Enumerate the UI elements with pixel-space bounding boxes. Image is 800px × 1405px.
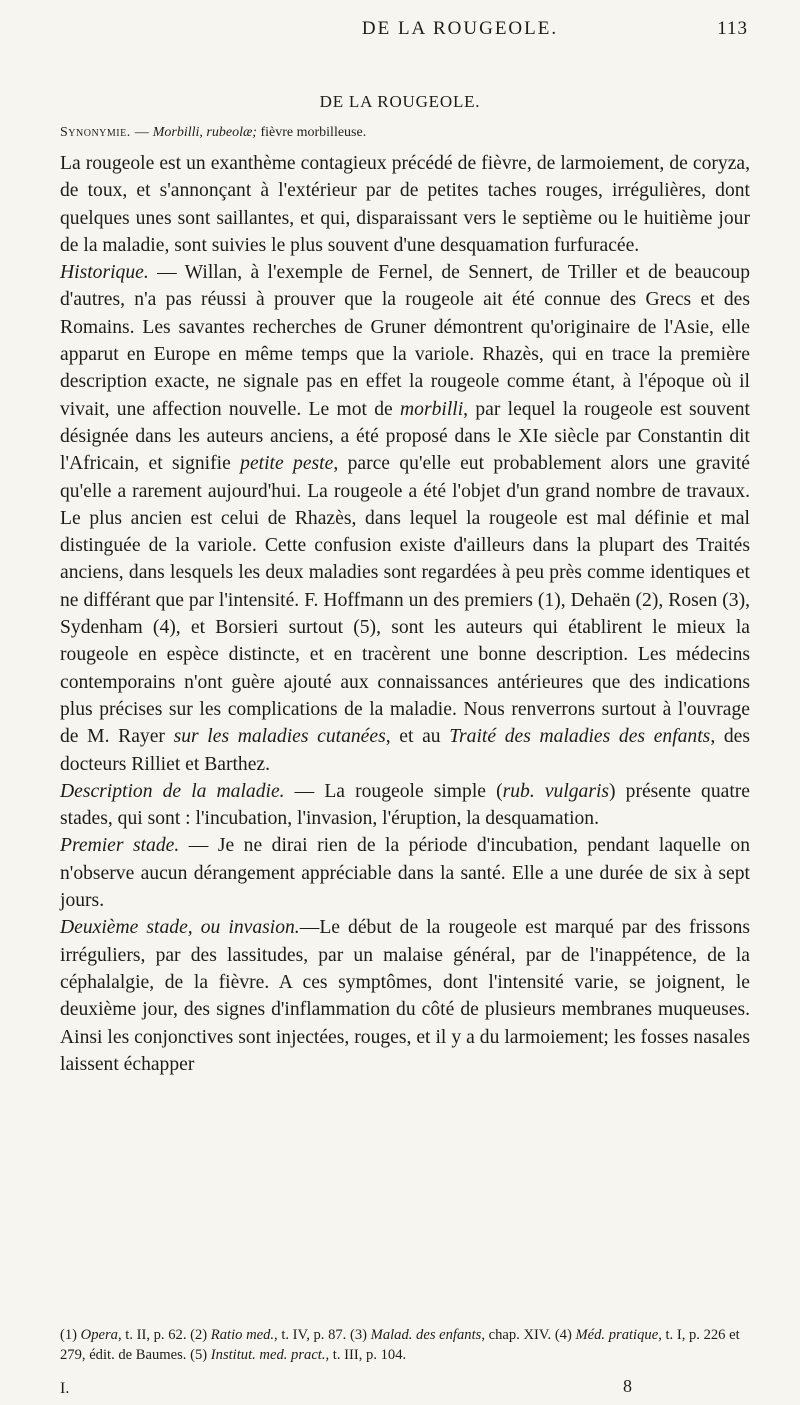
- footnotes: [60, 1325, 750, 1365]
- synonymy-rest: fièvre morbilleuse.: [260, 125, 367, 140]
- historique-term-petite-peste: petite peste: [240, 453, 334, 475]
- footnote-4-title: Méd. pratique: [575, 1327, 659, 1343]
- premier-stade-text: — Je ne dirai rien de la période d'incubation, pendant laquelle on n'observe aucun dérangement appréciable dans la santé. Elle a une durée de six à sept jours.: [60, 835, 751, 912]
- description-text-2: ) présente quatre stades, qui sont : l'incubation, l'invasion, l'éruption, la desquamation.: [60, 780, 750, 830]
- historique-text-4: , parce qu'elle eut probablement alors une gravité qu'elle a rarement aujourd'hui. La rougeole a été l'objet d'un grand nombre de travaux. Le plus ancien est celui de Rhazès, dans lequel la rougeole est mal définie et mal distinguée de la variole. Cette confusion existe d'ailleurs dans la plupart des Traités anciens, dans lesquels les deux maladies sont regardées à peu près comme identiques et ne différant que par l'intensité. F. Hoffmann un des premiers (1), Dehaën (2), Rosen (3), Sydenham (4), et Borsieri surtout (5), sont les auteurs qui établirent le mieux la rougeole en espèce distincte, et en tracèrent une bonne description. Les médecins contemporains n'ont guère ajouté aux connaissances antérieures que des indications plus précises sur les complications de la maladie. Nous renverrons surtout à l'ouvrage de M. Rayer: [60, 453, 750, 748]
- paragraph-premier-stade: [60, 832, 750, 914]
- footnote-2-title: Ratio med.: [210, 1327, 275, 1343]
- description-term: rub. vulgaris: [502, 780, 610, 802]
- description-text-1: — La rougeole simple (: [284, 780, 503, 802]
- historique-text-2: , par lequel la rougeole est souvent désignée dans les auteurs anciens, a été proposé dans le: [60, 398, 750, 447]
- historique-term-morbilli: morbilli: [400, 398, 464, 420]
- footnote-1-text: , t. II, p. 62. (2): [117, 1327, 211, 1343]
- footnote-1-marker: (1): [60, 1327, 81, 1343]
- synonymy-terms: Morbilli, rubeolæ;: [152, 125, 257, 140]
- paragraph-definition: La rougeole est un exanthème contagieux précédé de fièvre, de larmoiement, de coryza, de toux, et s'annonçant à l'extérieur par de petites taches rouges, irrégulières, dont quelques unes sont saillantes, et qui, disparaissant vers le septième ou le huitième jour de la maladie, sont suivies le plus souvent d'une desquamation furfuracée.: [60, 153, 750, 256]
- historique-text-5: , et au: [385, 726, 450, 748]
- footnote-5-title: Institut. med. pract.: [210, 1347, 326, 1363]
- premier-stade-heading: Premier stade.: [60, 835, 180, 857]
- historique-ref-rayer: sur les maladies cutanées: [173, 726, 386, 748]
- historique-century: XIe: [511, 425, 555, 447]
- footnote-4-text: , t. I, p. 226 et 279, édit. de Baumes. (5): [60, 1327, 740, 1363]
- footnote-5-text: , t. III, p. 104.: [325, 1347, 407, 1363]
- synonymy-line: [60, 125, 750, 141]
- chapter-title: DE LA ROUGEOLE.: [319, 92, 481, 111]
- footnote-3-text: , chap. XIV. (4): [481, 1327, 576, 1343]
- synonymy-label: Synonymie. —: [60, 125, 150, 140]
- footnote-2-text: , t. IV, p. 87. (3): [274, 1327, 371, 1343]
- historique-ref-traite: Traité des maladies des enfants: [449, 726, 711, 748]
- footnote-1-title: Opera: [80, 1327, 118, 1343]
- historique-text-6: , des docteurs Rilliet et Barthez.: [60, 726, 750, 775]
- description-heading: Description de la maladie.: [60, 780, 285, 802]
- page-number: 113: [717, 18, 748, 39]
- footnote-3-title: Malad. des enfants: [370, 1327, 482, 1343]
- sheet-signature: 8: [623, 1376, 632, 1396]
- historique-text-1: — Willan, à l'exemple de Fernel, de Sennert, de Triller et de beaucoup d'autres, n'a pas réussi à prouver que la rougeole ait été connue des Grecs et des Romains. Les savantes recherches de Gruner démontrent qu'originaire de l'Asie, elle apparut en Europe en même temps que la variole. Rhazès, qui en trace la première description exacte, ne signale pas en effet la rougeole comme étant, à l'époque où il vivait, une affection nouvelle. Le mot de: [60, 262, 750, 420]
- running-head: [0, 18, 800, 48]
- volume-signature: I.: [60, 1380, 70, 1397]
- deuxieme-stade-heading: Deuxième stade, ou invasion.: [60, 917, 300, 939]
- body-text: [60, 150, 750, 1078]
- running-title: DE LA ROUGEOLE.: [361, 18, 559, 39]
- historique-heading: Historique.: [60, 262, 149, 284]
- deuxieme-stade-text: —Le début de la rougeole est marqué par des frissons irréguliers, par des lassitudes, par un malaise général, par de l'inappétence, de la céphalalgie, de la fièvre. A ces symptômes, dont l'intensité varie, se joignent, le deuxième jour, des signes d'inflammation du côté de plusieurs membranes muqueuses. Ainsi les conjonctives sont injectées, rouges, et il y a du larmoiement; les fosses nasales laissent échapper: [60, 917, 751, 1075]
- paragraph-historique: [60, 259, 750, 778]
- paragraph-description: [60, 778, 750, 833]
- historique-text-3: siècle par Constantin dit l'Africain, et signifie: [60, 425, 750, 475]
- paragraph-deuxieme-stade: [60, 914, 750, 1078]
